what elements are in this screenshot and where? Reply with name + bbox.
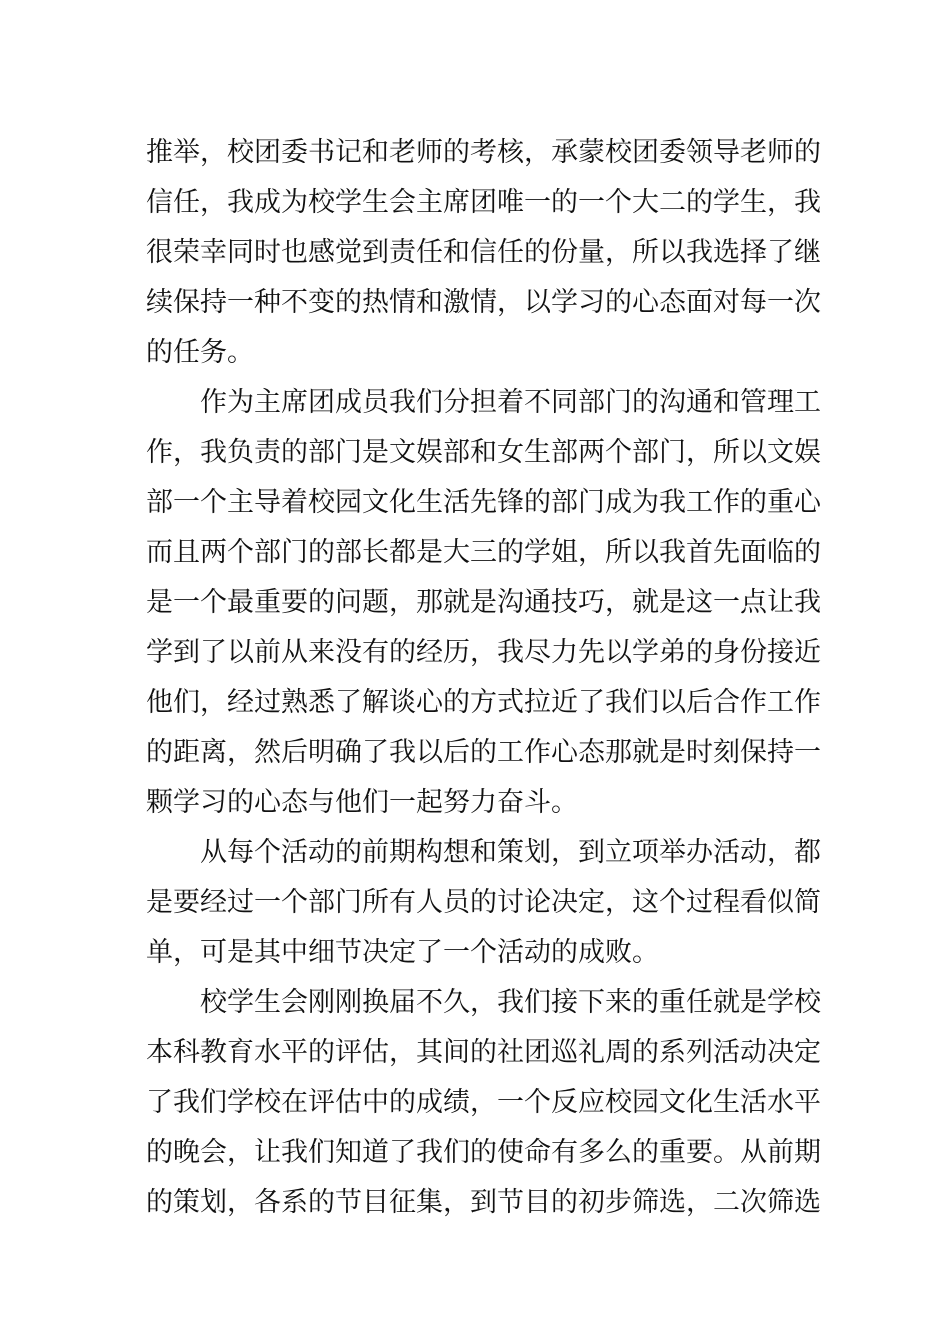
- document-body: [146, 128, 821, 1228]
- text-line: 作，我负责的部门是文娱部和女生部两个部门，所以文娱: [146, 437, 821, 468]
- text-line: 很荣幸同时也感觉到责任和信任的份量，所以我选择了继: [146, 237, 821, 268]
- text-line: 校学生会刚刚换届不久，我们接下来的重任就是学校: [200, 987, 821, 1018]
- paragraph-2: [146, 378, 821, 828]
- text-line: 他们，经过熟悉了解谈心的方式拉近了我们以后合作工作: [146, 687, 821, 718]
- text-line: 是要经过一个部门所有人员的讨论决定，这个过程看似简: [146, 887, 821, 918]
- text-line: 的距离，然后明确了我以后的工作心态那就是时刻保持一: [146, 737, 821, 768]
- text-line: 颗学习的心态与他们一起努力奋斗。: [146, 787, 578, 818]
- text-line: 的任务。: [146, 337, 254, 368]
- paragraph-1: [146, 128, 821, 378]
- paragraph-3: [146, 828, 821, 978]
- text-line: 续保持一种不变的热情和激情，以学习的心态面对每一次: [146, 287, 821, 318]
- text-line: 单，可是其中细节决定了一个活动的成败。: [146, 937, 659, 968]
- text-line: 了我们学校在评估中的成绩，一个反应校园文化生活水平: [146, 1087, 821, 1118]
- text-line: 学到了以前从来没有的经历，我尽力先以学弟的身份接近: [146, 637, 821, 668]
- text-line: 是一个最重要的问题，那就是沟通技巧，就是这一点让我: [146, 587, 821, 618]
- text-line: 本科教育水平的评估，其间的社团巡礼周的系列活动决定: [146, 1037, 821, 1068]
- text-line: 而且两个部门的部长都是大三的学姐，所以我首先面临的: [146, 537, 821, 568]
- text-line: 信任，我成为校学生会主席团唯一的一个大二的学生，我: [146, 187, 821, 218]
- text-line: 的晚会，让我们知道了我们的使命有多么的重要。从前期: [146, 1137, 821, 1168]
- text-line: 作为主席团成员我们分担着不同部门的沟通和管理工: [200, 387, 821, 418]
- paragraph-4: [146, 978, 821, 1228]
- text-line: 从每个活动的前期构想和策划，到立项举办活动，都: [200, 837, 821, 868]
- text-line: 的策划，各系的节目征集，到节目的初步筛选，二次筛选: [146, 1187, 821, 1218]
- text-line: 推举，校团委书记和老师的考核，承蒙校团委领导老师的: [146, 137, 821, 168]
- text-line: 部一个主导着校园文化生活先锋的部门成为我工作的重心: [146, 487, 821, 518]
